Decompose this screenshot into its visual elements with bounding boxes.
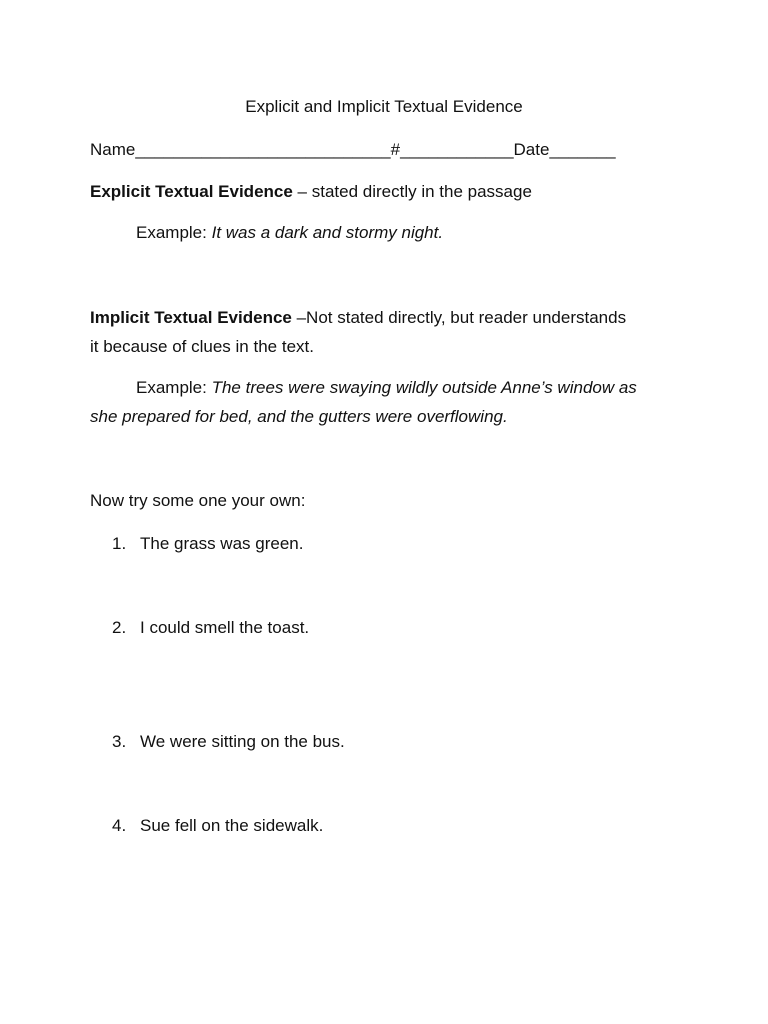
implicit-example-text-2: she prepared for bed, and the gutters were overflowing. xyxy=(90,407,508,426)
explicit-example xyxy=(136,222,443,244)
list-item xyxy=(112,617,309,639)
implicit-example-label: Example: xyxy=(136,378,212,397)
list-item-number: 3. xyxy=(112,732,127,751)
implicit-term: Implicit Textual Evidence xyxy=(90,308,292,327)
implicit-definition xyxy=(90,307,626,329)
list-item-text: Sue fell on the sidewalk. xyxy=(140,816,324,835)
list-item-text: We were sitting on the bus. xyxy=(140,732,345,751)
list-item-text: The grass was green. xyxy=(140,534,304,553)
list-item-text: I could smell the toast. xyxy=(140,618,310,637)
explicit-example-text: It was a dark and stormy night. xyxy=(211,223,444,242)
list-item-number: 1. xyxy=(112,534,127,553)
list-item xyxy=(112,533,303,555)
practice-intro: Now try some one your own: xyxy=(90,491,306,510)
list-item xyxy=(112,815,323,837)
explicit-example-label: Example: xyxy=(136,223,212,242)
implicit-definition-text-2: it because of clues in the text. xyxy=(90,337,314,356)
implicit-definition-text-1: –Not stated directly, but reader understands xyxy=(291,308,627,327)
list-item-number: 2. xyxy=(112,618,127,637)
page-title: Explicit and Implicit Textual Evidence xyxy=(245,97,523,116)
list-item xyxy=(112,731,345,753)
name-number-date-line: Name___________________________#____________Date_______ xyxy=(90,140,616,159)
implicit-example-text-1: The trees were swaying wildly outside Anne’s window as xyxy=(211,378,637,397)
explicit-definition xyxy=(90,181,532,203)
list-item-number: 4. xyxy=(112,816,127,835)
explicit-definition-text: – stated directly in the passage xyxy=(292,182,532,201)
implicit-example-continuation xyxy=(90,406,508,428)
explicit-term: Explicit Textual Evidence xyxy=(90,182,293,201)
implicit-example xyxy=(136,377,637,399)
